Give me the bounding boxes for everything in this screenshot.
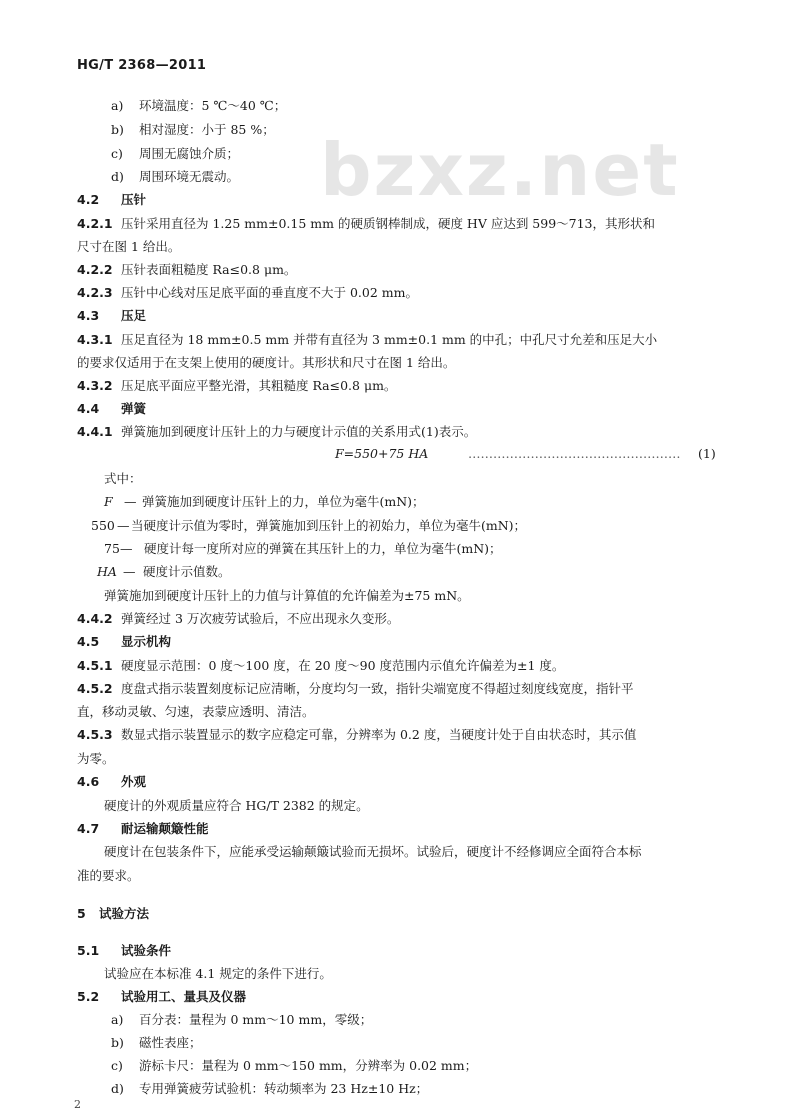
clause-text: 试验应在本标准 4.1 规定的条件下进行。	[104, 966, 332, 981]
tolerance-note: 弹簧施加到硬度计压针上的力值与计算值的允许偏差为±75 mN。	[104, 588, 470, 603]
clause-4-5-1: 4.5.1 硬度显示范围：0 度～100 度，在 20 度～90 度范围内示值允许偏差为±1 度。	[77, 658, 565, 673]
where-label: 式中：	[104, 471, 142, 486]
section-heading: 4.6 外观	[77, 774, 147, 789]
formula: F=550+75 HA	[335, 446, 429, 461]
clause-4-4-1: 4.4.1 弹簧施加到硬度计压针上的力与硬度计示值的关系用式(1)表示。	[77, 424, 477, 439]
variable-definition: 75— 硬度计每一度所对应的弹簧在其压针上的力，单位为毫牛(mN)；	[104, 541, 502, 556]
clause-4-3-1: 4.3.1 压足直径为 18 mm±0.5 mm 并带有直径为 3 mm±0.1 mm 的中孔；中孔尺寸允差和压足大小	[77, 332, 658, 347]
clause-continuation: 为零。	[77, 751, 115, 766]
section-heading: 4.7 耐运输颠簸性能	[77, 821, 209, 836]
clause-continuation: 尺寸在图 1 给出。	[77, 239, 181, 254]
clause-4-5-2: 4.5.2 度盘式指示装置刻度标记应清晰，分度均匀一致，指针尖端宽度不得超过刻度线宽度，指针平	[77, 681, 634, 696]
list-item: a) 百分表：量程为 0 mm～10 mm，零级；	[111, 1012, 373, 1027]
list-item: d) 周围环境无震动。	[111, 169, 240, 184]
standard-code: HG/T 2368—2011	[77, 58, 207, 73]
watermark: bzxz.net	[320, 128, 680, 212]
variable-definition: 550 — 当硬度计示值为零时，弹簧施加到压针上的初始力，单位为毫牛(mN)；	[91, 518, 527, 533]
formula-number: (1)	[698, 446, 716, 461]
clause-4-2-2: 4.2.2 压针表面粗糙度 Ra≤0.8 μm。	[77, 262, 297, 277]
list-item: c) 周围无腐蚀介质；	[111, 146, 240, 161]
page-number: 2	[74, 1098, 81, 1111]
clause-4-2-1: 4.2.1 压针采用直径为 1.25 mm±0.15 mm 的硬质钢棒制成，硬度 HV 应达到 599～713，其形状和	[77, 216, 656, 231]
clause-4-2-3: 4.2.3 压针中心线对压足底平面的垂直度不大于 0.02 mm。	[77, 285, 418, 300]
clause-text: 硬度计在包装条件下，应能承受运输颠簸试验而无损坏。试验后，硬度计不经修调应全面符合本标	[104, 844, 642, 859]
section-heading: 4.4 弹簧	[77, 401, 147, 416]
section-heading: 4.3 压足	[77, 308, 147, 323]
formula-leader: ……………………………………………	[468, 446, 681, 461]
clause-4-3-2: 4.3.2 压足底平面应平整光滑，其粗糙度 Ra≤0.8 μm。	[77, 378, 397, 393]
variable-definition: HA — 硬度计示值数。	[97, 564, 231, 579]
list-item: d) 专用弹簧疲劳试验机：转动频率为 23 Hz±10 Hz；	[111, 1081, 429, 1096]
clause-4-5-3: 4.5.3 数显式指示装置显示的数字应稳定可靠，分辨率为 0.2 度，当硬度计处于自由状态时，其示值	[77, 727, 637, 742]
section-heading: 5.1 试验条件	[77, 943, 172, 958]
variable-definition: F — 弹簧施加到硬度计压针上的力，单位为毫牛(mN)；	[104, 494, 425, 509]
section-heading: 4.5 显示机构	[77, 634, 172, 649]
clause-text: 硬度计的外观质量应符合 HG/T 2382 的规定。	[104, 798, 369, 813]
list-item: b) 相对湿度：小于 85 %；	[111, 122, 275, 137]
clause-continuation: 直，移动灵敏、匀速，表蒙应透明、清洁。	[77, 704, 315, 719]
clause-continuation: 的要求仅适用于在支架上使用的硬度计。其形状和尺寸在图 1 给出。	[77, 355, 456, 370]
list-item: a) 环境温度：5 ℃～40 ℃；	[111, 98, 287, 113]
list-item: b) 磁性表座；	[111, 1035, 202, 1050]
list-item: c) 游标卡尺：量程为 0 mm～150 mm，分辨率为 0.02 mm；	[111, 1058, 478, 1073]
clause-continuation: 准的要求。	[77, 868, 140, 883]
section-heading: 5.2 试验用工、量具及仪器	[77, 989, 247, 1004]
section-heading: 4.2 压针	[77, 192, 147, 207]
clause-4-4-2: 4.4.2 弹簧经过 3 万次疲劳试验后，不应出现永久变形。	[77, 611, 400, 626]
chapter-heading: 5 试验方法	[77, 906, 150, 921]
